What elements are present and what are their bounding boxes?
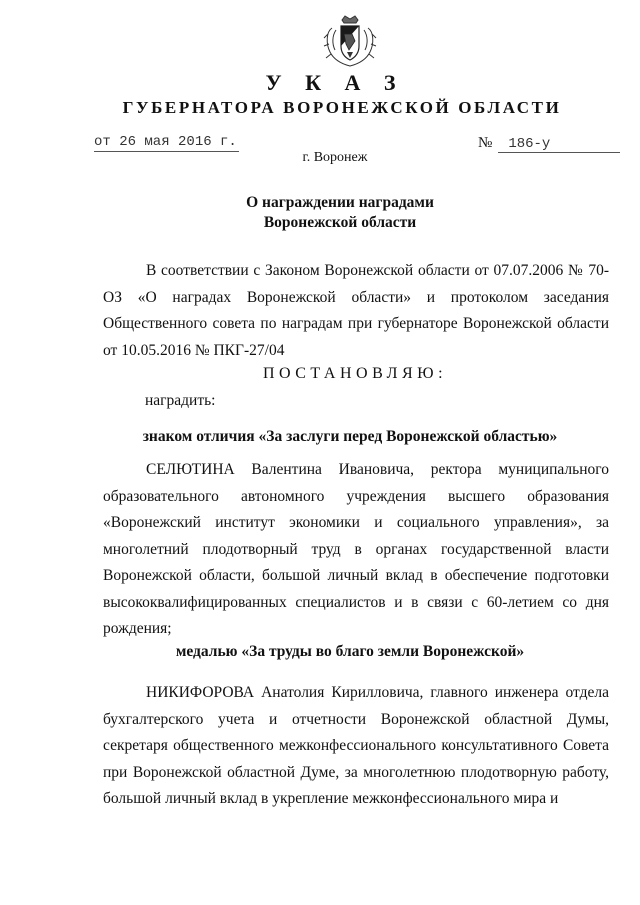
award-title-2: медалью «За труды во благо земли Воронежской» [175, 643, 525, 660]
decree-word: ПОСТАНОВЛЯЮ: [262, 365, 448, 382]
preamble-paragraph [103, 258, 609, 364]
issuer-title: ГУБЕРНАТОРА ВОРОНЕЖСКОЙ ОБЛАСТИ [122, 98, 562, 117]
document-heading [0, 193, 640, 233]
heading-line-2: Воронежской области [263, 214, 417, 231]
award-paragraph-1 [103, 457, 609, 643]
decree-date: от 26 мая 2016 г. [94, 134, 237, 150]
award-text-1: СЕЛЮТИНА Валентина Ивановича, ректора муниципального образовательного автономного учреждения высшего образования «Воронежский институт экономики и социального управления», за многолетний плодотворный труд в органах государственной власти Воронежской области, большой личный вклад в обеспечение подготовки высококвалифицированных специалистов и в связи с 60-летием со дня рождения; [103, 461, 609, 637]
voronezh-coat-of-arms-icon [322, 14, 378, 68]
award-text-2: НИКИФОРОВА Анатолия Кирилловича, главного инженера отдела бухгалтерского учета и отчетности Воронежской областной Думы, секретаря общественного межконфессионального консультативного Совета при Воронежской областной Думе, за многолетнюю плодотворную работу, большой личный вклад в укрепление межконфессионального мира и [103, 684, 609, 807]
heading-line-1: О награждении наградами [246, 194, 434, 211]
award-verb: наградить: [145, 392, 216, 409]
document-type-title: У К А З [265, 70, 405, 95]
preamble-text: В соответствии с Законом Воронежской области от 07.07.2006 № 70-ОЗ «О наградах Воронежской области» и протоколом заседания Общественного совета по наградам при губернаторе Воронежской области от 10.05.2016 № ПКГ-27/04 [103, 262, 609, 359]
number-sign: № [478, 135, 493, 151]
decree-number: 186-у [498, 136, 620, 153]
award-title-1: знаком отличия «За заслуги перед Воронежской областью» [142, 428, 558, 445]
city-name: г. Воронеж [302, 150, 368, 165]
award-paragraph-2 [103, 680, 609, 813]
